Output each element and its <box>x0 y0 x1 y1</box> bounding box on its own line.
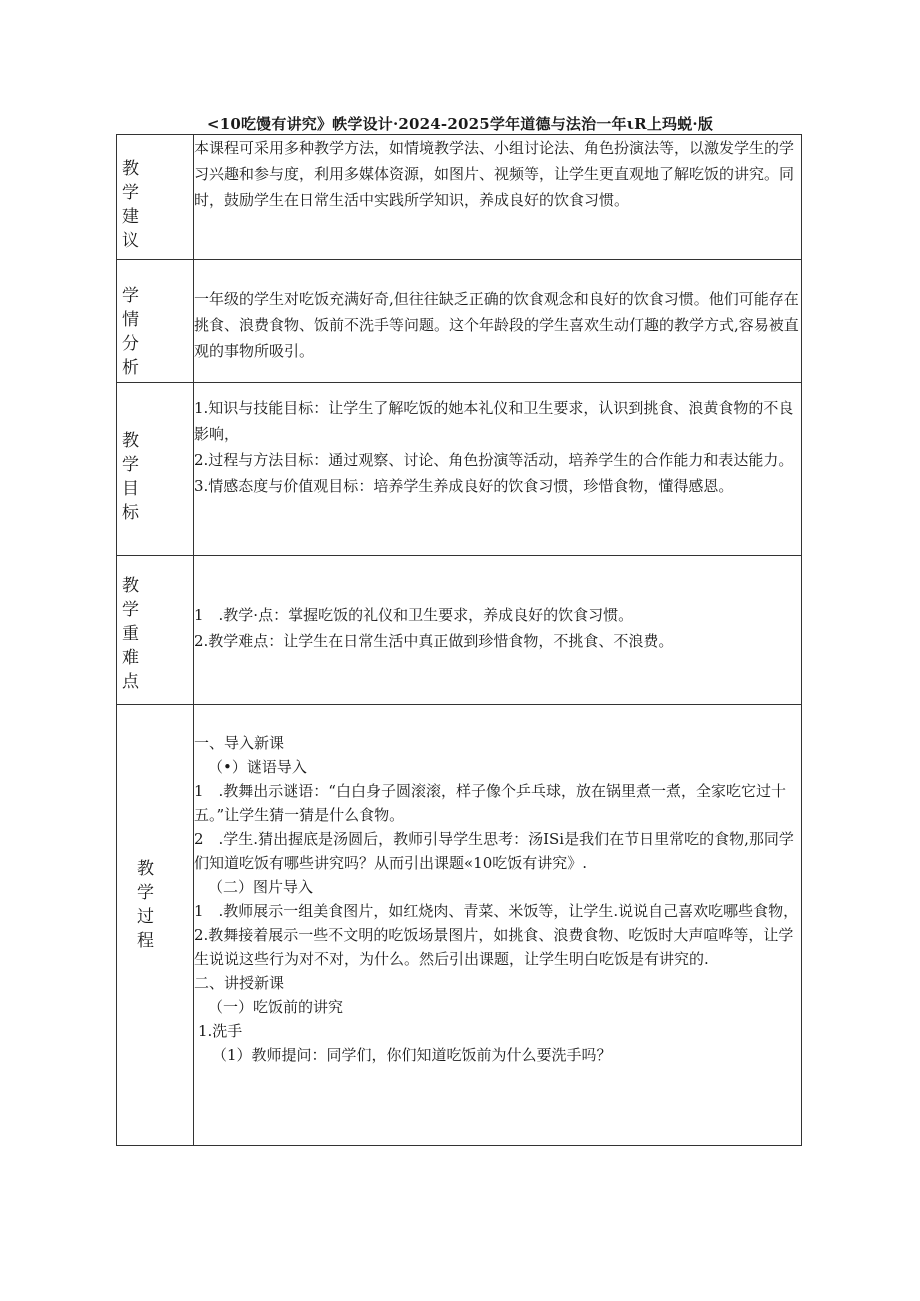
table-row <box>117 383 802 556</box>
table-row <box>117 260 802 383</box>
paragraph: 3.情感态度与价值观目标：培养学生养成良好的饮食习惯，珍惜食物，懂得感恩。 <box>194 477 734 495</box>
paragraph: （•）谜语导入 <box>208 758 307 776</box>
paragraph: 本课程可采用多种教学方法，如情境教学法、小组讨论法、角色扮演法等，以激发学生的学习兴趣和参与度，利用多媒体资源，如图片、视频等，让学生更直观地了解吃饭的讲究。同时，鼓励学生在日常生活中实践所学知识，养成良好的饮食习惯。 <box>194 139 795 209</box>
section-content-cell <box>194 260 802 383</box>
section-label-cell <box>117 135 194 260</box>
paragraph: 一年级的学生对吃饭充满好奇,但往往缺乏正确的饮食观念和良好的饮食习惯。他们可能存在挑食、浪费食物、饭前不洗手等问题。这个年龄段的学生喜欢生动仃趣的教学方式,容易被直观的事物所吸引。 <box>194 290 799 360</box>
paragraph: 1 .教学·点：掌握吃饭的礼仪和卫生要求，养成良好的饮食习惯。 <box>194 606 634 624</box>
table-row <box>117 556 802 705</box>
section-label-cell <box>117 556 194 705</box>
section-label-cell <box>117 383 194 556</box>
document-title: <10吃馒有讲究》帙学设计·2024-2025学年道德与法治一年ιR上玛蜕·版 <box>206 115 714 133</box>
section-label: 学情分析 <box>122 286 139 378</box>
section-content-cell <box>194 556 802 705</box>
section-content-cell <box>194 383 802 556</box>
table-row <box>117 135 802 260</box>
paragraph: 2.教舞接着展示一些不文明的吃饭场景图片，如挑食、浪费食物、吃饭时大声喧哗等，让学生说说这些行为对不对，为什么。然后引出课题，让学生明白吃饭是有讲究的. <box>194 926 794 968</box>
table-row <box>117 705 802 1146</box>
paragraph: 1.知识与技能目标：让学生了解吃饭的她本礼仪和卫生要求，认识到挑食、浪黄食物的不良影响， <box>194 399 794 443</box>
section-content-cell <box>194 705 802 1146</box>
lesson-plan-table <box>116 134 802 1146</box>
section-content-cell <box>194 135 802 260</box>
section-label: 教学重难点 <box>122 576 139 692</box>
paragraph: （1）教师提问：同学们，你们知道吃饭前为什么要洗手吗？ <box>212 1046 612 1064</box>
paragraph: （二）图片导入 <box>208 878 314 896</box>
section-label: 教学建议 <box>122 159 139 251</box>
section-label-cell <box>117 705 194 1146</box>
section-label-cell <box>117 260 194 383</box>
section-label: 教学过程 <box>137 859 154 951</box>
paragraph: 1 .教师展示一组美食图片，如红烧肉、青菜、米饭等，让学生.说说自己喜欢吃哪些食物， <box>194 902 799 920</box>
paragraph: 1.洗手 <box>198 1022 243 1040</box>
paragraph: 二、讲授新课 <box>194 974 285 992</box>
section-label: 教学目标 <box>122 431 139 523</box>
paragraph: 1 .教舞出示谜语：“白白身子圆滚滚，样子像个乒乓球，放在锅里煮一煮，全家吃它过十五。”让学生猜一猜是什么食物。 <box>194 782 786 824</box>
paragraph: 2.教学难点：让学生在日常生活中真正做到珍惜食物，不挑食、不浪费。 <box>194 632 674 650</box>
paragraph: 2 .学生.猜出握底是汤圆后，教师引导学生思考：汤ISi是我们在节日里常吃的食物,那同学们知道吃饭有哪些讲究吗？从而引出课题«10吃饭有讲究》. <box>194 830 794 872</box>
paragraph: 2.过程与方法目标：通过观察、讨论、角色扮演等活动，培养学生的合作能力和表达能力。 <box>194 451 794 469</box>
paragraph: 一、导入新课 <box>194 734 285 752</box>
paragraph: （一）吃饭前的讲究 <box>208 998 344 1016</box>
